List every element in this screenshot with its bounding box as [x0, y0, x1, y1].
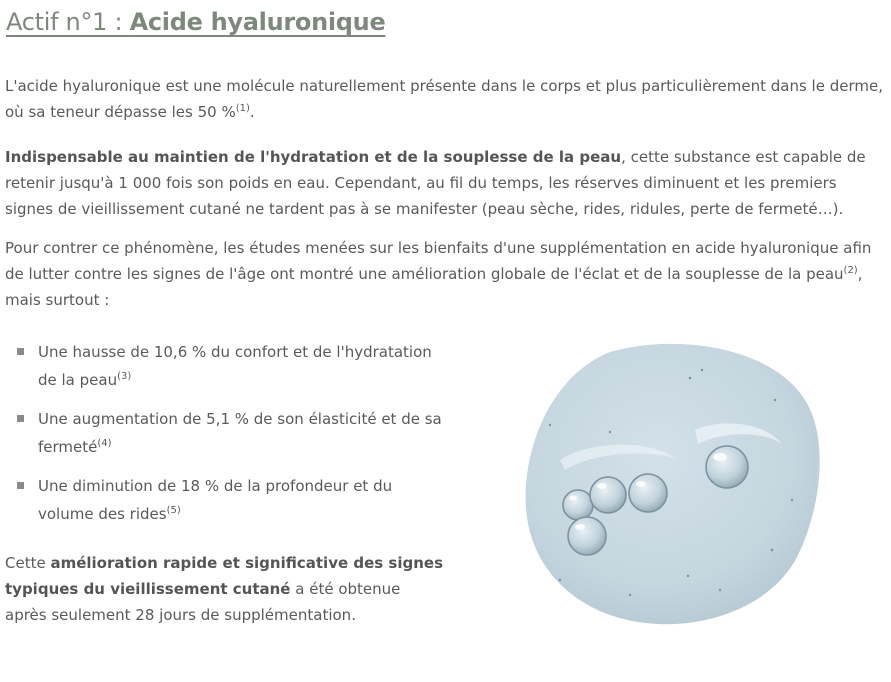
footnote-ref-4: (4) [97, 438, 112, 449]
hydration-paragraph [5, 144, 887, 222]
page-title [6, 4, 385, 40]
list-item [17, 472, 447, 528]
conclusion-bold: amélioration rapide et significative des signes typiques du vieillissement cutané [5, 554, 444, 598]
intro-text: L'acide hyaluronique est une molécule naturellement présente dans le corps et plus particulièrement dans le derme, où sa teneur dépasse les 50 % [5, 77, 883, 121]
footnote-ref-5: (5) [166, 505, 181, 516]
title-active-name: Acide hyaluronique [129, 8, 386, 36]
benefits-list [17, 338, 447, 539]
conclusion-pre: Cette [5, 554, 51, 572]
studies-paragraph [5, 235, 887, 313]
title-prefix: Actif n°1 : [6, 8, 130, 36]
list-item [17, 405, 447, 461]
conclusion-paragraph [5, 550, 445, 628]
intro-end: . [249, 103, 255, 121]
footnote-ref-3: (3) [117, 371, 132, 382]
bullet-square-icon [17, 482, 24, 489]
hydration-bold: Indispensable au maintien de l'hydratation et de la souplesse de la peau [5, 148, 622, 166]
benefit-text: Une hausse de 10,6 % du confort et de l'hydratation de la peau [38, 343, 432, 389]
conclusion-post: a été obtenue après seulement 28 jours de supplémentation. [5, 580, 401, 624]
hydration-text: , cette substance est capable de retenir jusqu'à 1 000 fois son poids en eau. Cependant, au fil du temps, les réserves diminuent et les premiers signes de vieillissement cutané ne tardent pas à se manifester (peau sèche, rides, ridules, perte de fermeté…). [5, 148, 866, 218]
studies-text: Pour contrer ce phénomène, les études menées sur les bienfaits d'une supplémentation en acide hyaluronique afin de lutter contre les signes de l'âge ont montré une amélioration globale de l'éclat et de la souplesse de la peau [5, 239, 872, 283]
list-item [17, 338, 447, 394]
studies-end: , mais surtout : [5, 265, 863, 309]
hyaluronic-gel-drop-icon [520, 340, 822, 630]
benefit-text: Une augmentation de 5,1 % de son élasticité et de sa fermeté [38, 410, 442, 456]
bullet-square-icon [17, 415, 24, 422]
benefit-text: Une diminution de 18 % de la profondeur et du volume des rides [38, 477, 393, 523]
bullet-square-icon [17, 348, 24, 355]
footnote-ref-2: (2) [843, 265, 858, 276]
intro-paragraph [5, 73, 887, 125]
footnote-ref-1: (1) [235, 103, 250, 114]
